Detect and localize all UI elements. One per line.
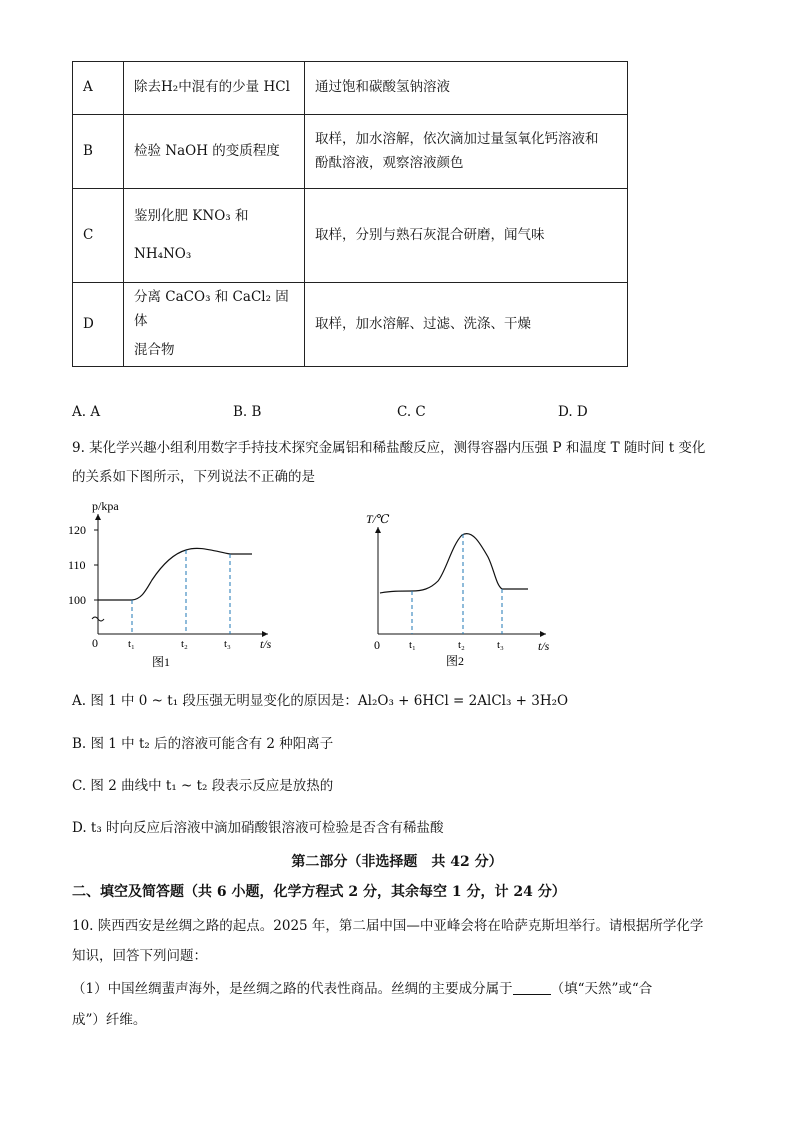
q9-stem-line1: 9. 某化学兴趣小组利用数字手持技术探究金属铝和稀盐酸反应，测得容器内压强 P 和温度 T 随时间 t 变化 (72, 440, 706, 456)
x-tick-label: t₂ (458, 639, 465, 651)
y-axis-label: p/kpa (92, 499, 119, 513)
q8-choice-a[interactable]: A. A (72, 404, 101, 420)
answer-blank[interactable] (513, 982, 551, 995)
q8-choice-b[interactable]: B. B (233, 404, 262, 420)
figure-2-temperature-chart (360, 505, 560, 675)
q10-sub1-line2: 成”）纤维。 (72, 1012, 147, 1028)
origin-label: 0 (92, 636, 98, 650)
x-tick-label: t₃ (497, 639, 504, 651)
pressure-curve (98, 548, 252, 600)
row-method: 通过饱和碳酸氢钠溶液 (305, 62, 628, 115)
row-purpose: 鉴别化肥 KNO₃ 和 NH₄NO₃ (124, 189, 305, 283)
row-method: 取样，加水溶解，依次滴加过量氢氧化钙溶液和 酚酞溶液，观察溶液颜色 (305, 115, 628, 189)
row-method: 取样，分别与熟石灰混合研磨，闻气味 (305, 189, 628, 283)
x-axis-label: t/s (538, 639, 550, 653)
figure-caption: 图1 (152, 655, 171, 669)
y-tick-label: 100 (68, 593, 86, 607)
row-label: C (73, 189, 124, 283)
figure-1-pressure-chart (68, 494, 280, 674)
q10-stem-line1: 10. 陕西西安是丝绸之路的起点。2025 年，第二届中国—中亚峰会将在哈萨克斯坦举行。请根据所学化学 (72, 918, 704, 934)
row-label: D (73, 283, 124, 367)
part2-title: 第二部分（非选择题 共 42 分） (291, 854, 503, 870)
q9-stem-line2: 的关系如下图所示，下列说法不正确的是 (72, 469, 315, 485)
origin-label: 0 (374, 638, 380, 652)
q10-sub1-line1: （1）中国丝绸蜚声海外，是丝绸之路的代表性商品。丝绸的主要成分属于 （填“天然”或“合 (72, 981, 653, 997)
q9-option-a[interactable]: A. 图 1 中 0 ~ t₁ 段压强无明显变化的原因是：Al₂O₃ + 6HCl = 2AlCl₃ + 3H₂O (72, 693, 569, 709)
q8-choice-d[interactable]: D. D (558, 404, 588, 420)
y-tick-label: 110 (68, 558, 86, 572)
x-tick-label: t₁ (409, 639, 416, 651)
table-row (73, 62, 628, 115)
y-tick-label: 120 (68, 523, 86, 537)
row-purpose: 除去H₂中混有的少量 HCl (124, 62, 305, 115)
table-row (73, 189, 628, 283)
q9-option-c[interactable]: C. 图 2 曲线中 t₁ ~ t₂ 段表示反应是放热的 (72, 778, 334, 794)
table-row (73, 283, 628, 367)
row-purpose: 分离 CaCO₃ 和 CaCl₂ 固体 混合物 (124, 283, 305, 367)
row-label: B (73, 115, 124, 189)
options-table (72, 61, 628, 367)
x-tick-label: t₃ (224, 638, 231, 650)
q9-option-b[interactable]: B. 图 1 中 t₂ 后的溶液可能含有 2 种阳离子 (72, 736, 334, 752)
temperature-curve (380, 534, 528, 593)
row-method: 取样，加水溶解、过滤、洗涤、干燥 (305, 283, 628, 367)
row-label: A (73, 62, 124, 115)
x-axis-label: t/s (260, 637, 272, 651)
table-row (73, 115, 628, 189)
q9-option-d[interactable]: D. t₃ 时向反应后溶液中滴加硝酸银溶液可检验是否含有稀盐酸 (72, 820, 444, 836)
section-heading: 二、填空及简答题（共 6 小题，化学方程式 2 分，其余每空 1 分，计 24 分） (72, 884, 566, 900)
x-tick-label: t₂ (181, 638, 188, 650)
q8-choice-c[interactable]: C. C (397, 404, 426, 420)
x-tick-label: t₁ (128, 638, 135, 650)
figure-caption: 图2 (446, 654, 465, 668)
row-purpose: 检验 NaOH 的变质程度 (124, 115, 305, 189)
q10-stem-line2: 知识，回答下列问题： (72, 948, 207, 964)
y-axis-label: T/℃ (366, 512, 390, 526)
